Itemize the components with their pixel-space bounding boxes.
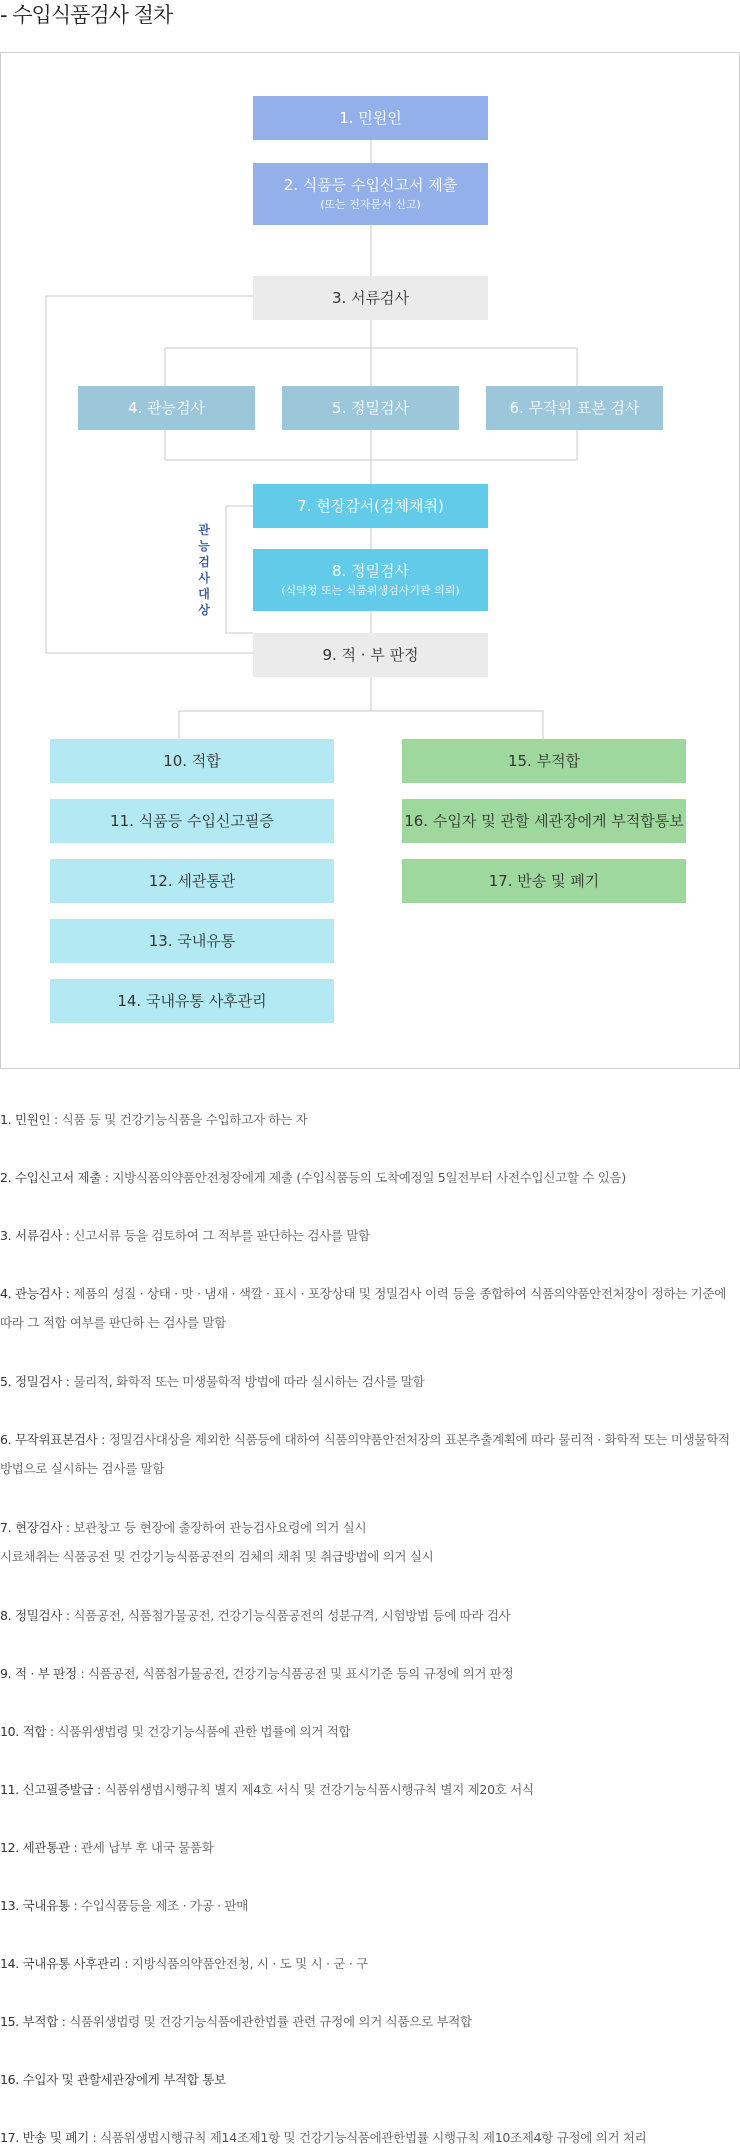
definition-text: : 식품위생법령 및 건강기능식품에 관한 법률에 의거 적합 bbox=[46, 1724, 351, 1739]
step-7-label: 7. 현장감서(검체채취) bbox=[297, 496, 444, 515]
step-12-customs-clearance bbox=[50, 859, 334, 903]
definition-term: 12. 세관통관 bbox=[0, 1840, 70, 1855]
definition-term: 13. 국내유통 bbox=[0, 1898, 70, 1913]
definition-term: 16. 수입자 및 관할세관장에게 부적합 통보 bbox=[0, 2072, 226, 2087]
step-16-fail-notice bbox=[402, 799, 686, 843]
definition-item bbox=[0, 1659, 738, 1688]
definition-item bbox=[0, 1367, 738, 1396]
definition-text: : 신고서류 등을 검토하여 그 적부를 판단하는 검사를 말함 bbox=[62, 1228, 370, 1243]
definition-item bbox=[0, 2065, 738, 2094]
definition-text: : 수입식품등을 제조 · 가공 · 판매 bbox=[69, 1898, 249, 1913]
definition-term: 10. 적합 bbox=[0, 1724, 47, 1739]
step-9-judgement bbox=[253, 633, 488, 677]
procedure-flowchart bbox=[0, 52, 740, 1069]
definition-item bbox=[0, 1513, 738, 1571]
sensory-target-side-label: 관능검사대상 bbox=[198, 523, 210, 617]
step-6-label: 6. 무작위 표본 검사 bbox=[509, 398, 640, 417]
step-1-applicant bbox=[253, 96, 488, 140]
step-13-label: 13. 국내유통 bbox=[148, 931, 236, 950]
definition-term: 5. 정밀검사 bbox=[0, 1374, 63, 1389]
step-12-label: 12. 세관통관 bbox=[148, 871, 236, 890]
step-8-sublabel: (식약청 또는 식품위생검사기관 의뢰) bbox=[281, 584, 460, 597]
definition-item bbox=[0, 1163, 738, 1192]
definition-item bbox=[0, 1221, 738, 1250]
definition-item bbox=[0, 1775, 738, 1804]
definition-term: 11. 신고필증발급 bbox=[0, 1782, 94, 1797]
step-2-import-declaration bbox=[253, 163, 488, 225]
definition-text: : 정밀검사대상을 제외한 식품등에 대하여 식품의약품안전처장의 표본추출계획에 따라 물리적 · 화학적 또는 미생물학적 방법으로 실시하는 검사를 말함 bbox=[0, 1432, 730, 1476]
step-5-label: 5. 정밀검사 bbox=[331, 398, 410, 417]
definition-term: 14. 국내유통 사후관리 bbox=[0, 1956, 121, 1971]
definition-item bbox=[0, 1717, 738, 1746]
definition-item bbox=[0, 1105, 738, 1134]
step-7-onsite-inspection bbox=[253, 484, 488, 528]
definition-term: 3. 서류검사 bbox=[0, 1228, 63, 1243]
definition-term: 1. 민원인 bbox=[0, 1112, 51, 1127]
step-6-random-sample-inspection bbox=[486, 386, 663, 430]
step-15-label: 15. 부적합 bbox=[507, 751, 581, 770]
definition-text: : 지방식품의약품안전청장에게 제출 (수입식품등의 도착예정일 5일전부터 사전수입신고할 수 있음) bbox=[101, 1170, 626, 1185]
step-4-label: 4. 관능검사 bbox=[127, 398, 206, 417]
definition-term: 15. 부적합 bbox=[0, 2014, 58, 2029]
definition-term: 7. 현장검사 bbox=[0, 1520, 63, 1535]
step-17-label: 17. 반송 및 폐기 bbox=[488, 871, 600, 890]
step-4-sensory-inspection bbox=[78, 386, 255, 430]
definition-text: : 식품공전, 식품첨가물공전, 건강기능식품공전의 성분규격, 시험방법 등에 따라 검사 bbox=[62, 1608, 511, 1623]
step-11-label: 11. 식품등 수입신고필증 bbox=[110, 811, 274, 830]
definition-item bbox=[0, 1601, 738, 1630]
definition-item bbox=[0, 1891, 738, 1920]
step-2-sublabel: (또는 전자문서 신고) bbox=[320, 198, 421, 211]
definition-text-line2: 시료채취는 식품공전 및 건강기능식품공전의 검체의 채취 및 취급방법에 의거 실시 bbox=[0, 1549, 434, 1564]
step-8-label: 8. 정밀검사 bbox=[331, 562, 410, 580]
step-11-certificate bbox=[50, 799, 334, 843]
definition-text: : 식품 등 및 건강기능식품을 수입하고자 하는 자 bbox=[50, 1112, 308, 1127]
step-8-precision-inspection bbox=[253, 549, 488, 611]
step-14-label: 14. 국내유통 사후관리 bbox=[117, 991, 267, 1010]
step-13-domestic-distribution bbox=[50, 919, 334, 963]
step-1-label: 1. 민원인 bbox=[339, 108, 402, 127]
definition-item bbox=[0, 1425, 738, 1483]
step-15-fail bbox=[402, 739, 686, 783]
definition-text: : 식품위생법시행규칙 제14조제1항 및 건강기능식품에관한법률 시행규칙 제10조제4항 규정에 의거 처리 bbox=[88, 2130, 647, 2145]
definition-text: : 식품위생법시행규칙 별지 제4호 서식 및 건강기능식품시행규칙 별지 제20호 서식 bbox=[93, 1782, 534, 1797]
definition-term: 9. 적 · 부 판정 bbox=[0, 1666, 77, 1681]
step-3-document-inspection bbox=[253, 276, 488, 320]
definition-item bbox=[0, 2007, 738, 2036]
definition-term: 8. 정밀검사 bbox=[0, 1608, 63, 1623]
definition-text: : 지방식품의약품안전청, 시 · 도 및 시 · 군 · 구 bbox=[120, 1956, 368, 1971]
definition-text: : 식품위생법령 및 건강기능식품에관한법률 관련 규정에 의거 식품으로 부적합 bbox=[57, 2014, 472, 2029]
definition-text: : 식품공전, 식품첨가물공전, 건강기능식품공전 및 표시기준 등의 규정에 의거 판정 bbox=[76, 1666, 514, 1681]
definition-text: : 제품의 성질 · 상태 · 맛 · 냄새 · 색깔 · 표시 · 포장상태 및 정밀검사 이력 등을 종합하여 식품의약품안전처장이 정하는 기준에 따라 그 적합 여부를 판단하 는 검사를 말함 bbox=[0, 1286, 726, 1330]
definition-item bbox=[0, 1949, 738, 1978]
step-17-return-disposal bbox=[402, 859, 686, 903]
step-10-label: 10. 적합 bbox=[163, 751, 221, 770]
definition-item bbox=[0, 1279, 738, 1337]
step-3-label: 3. 서류검사 bbox=[331, 288, 410, 307]
definition-term: 6. 무작위표본검사 bbox=[0, 1432, 98, 1447]
definition-text: : 물리적, 화학적 또는 미생물학적 방법에 따라 실시하는 검사를 말함 bbox=[62, 1374, 425, 1389]
step-5-precision-inspection bbox=[282, 386, 459, 430]
step-10-pass bbox=[50, 739, 334, 783]
page-title: - 수입식품검사 절차 bbox=[0, 3, 173, 27]
definition-term: 4. 관능검사 bbox=[0, 1286, 63, 1301]
definition-term: 17. 반송 및 폐기 bbox=[0, 2130, 89, 2145]
definition-text: : 관세 납부 후 내국 물품화 bbox=[69, 1840, 214, 1855]
definition-text: : 보관창고 등 현장에 출장하여 관능검사요령에 의거 실시 bbox=[62, 1520, 367, 1535]
definition-item bbox=[0, 1833, 738, 1862]
step-16-label: 16. 수입자 및 관할 세관장에게 부적합통보 bbox=[404, 811, 684, 830]
step-2-label: 2. 식품등 수입신고서 제출 bbox=[283, 176, 458, 194]
definition-item bbox=[0, 2123, 738, 2147]
definition-term: 2. 수입신고서 제출 bbox=[0, 1170, 102, 1185]
step-9-label: 9. 적 · 부 판정 bbox=[322, 645, 419, 664]
step-14-post-management bbox=[50, 979, 334, 1023]
